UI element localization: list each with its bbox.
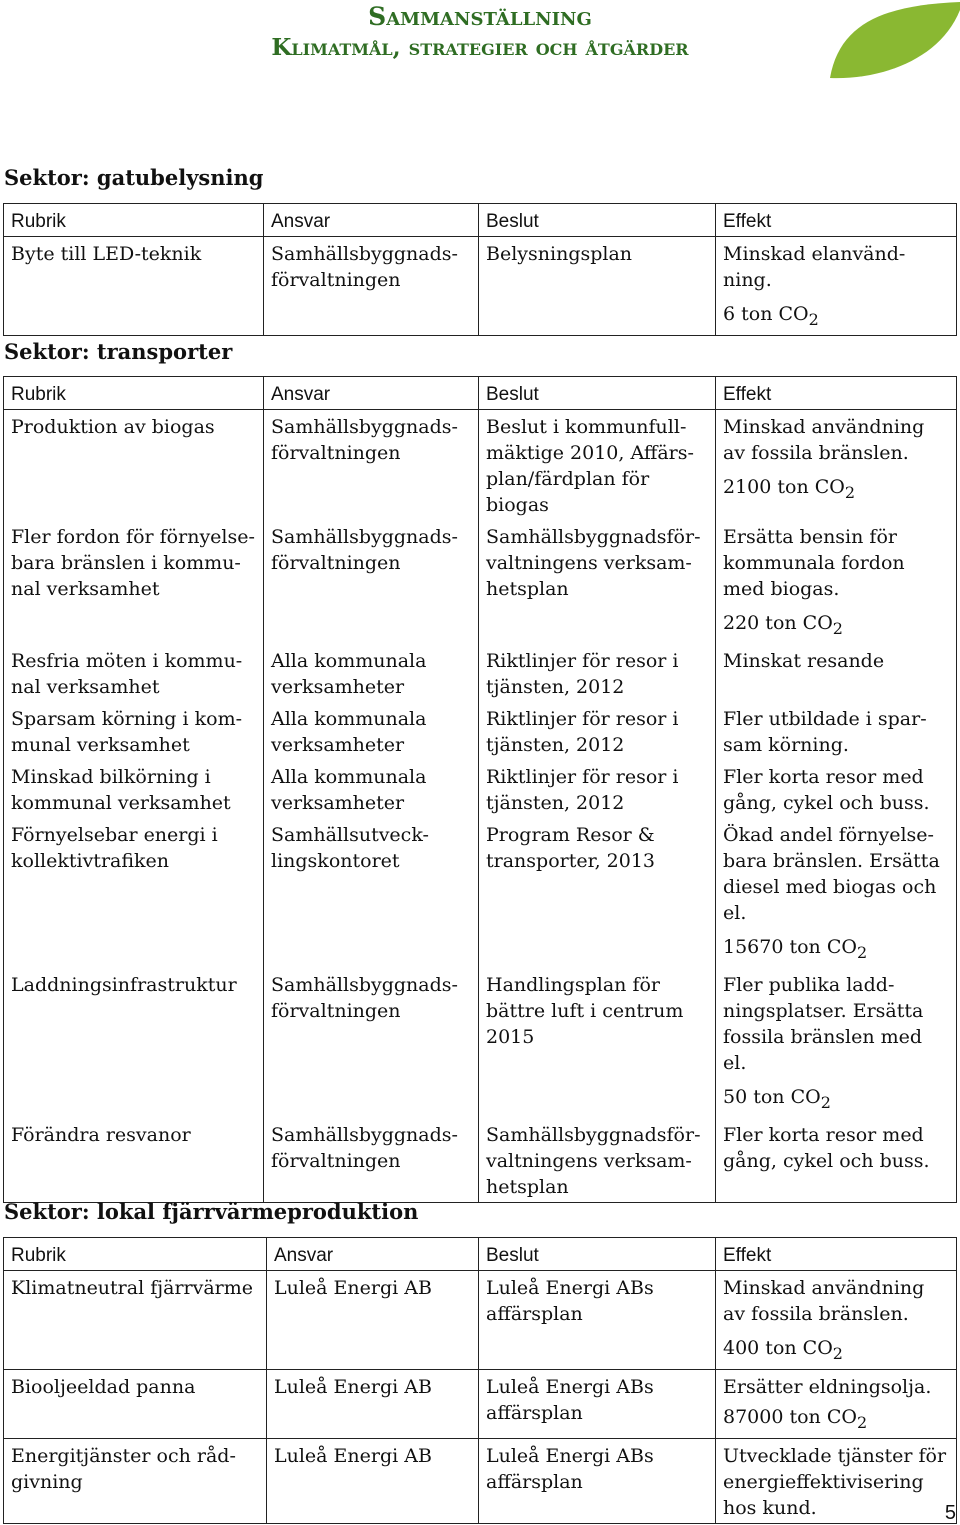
cell-ansvar: Samhällsbyggnads-förvaltningen — [264, 1118, 479, 1203]
table-header-row — [4, 1238, 957, 1271]
table-row — [4, 760, 957, 818]
table-row — [4, 1271, 957, 1370]
table-header-row — [4, 377, 957, 410]
cell-rubrik: Byte till LED-teknik — [4, 237, 264, 336]
cell-rubrik: Energitjänster och råd-givning — [4, 1439, 267, 1524]
cell-effekt — [716, 520, 957, 644]
cell-effekt — [716, 237, 957, 336]
table-row — [4, 1370, 957, 1439]
cell-ansvar: Alla kommunala verksamheter — [264, 702, 479, 760]
cell-ansvar: Luleå Energi AB — [267, 1439, 479, 1524]
table-row — [4, 410, 957, 521]
col-header-beslut: Beslut — [479, 204, 716, 237]
col-header-effekt: Effekt — [716, 204, 957, 237]
cell-rubrik: Sparsam körning i kom-munal verksamhet — [4, 702, 264, 760]
cell-rubrik: Förnyelsebar energi i kollektivtrafiken — [4, 818, 264, 968]
cell-rubrik: Förändra resvanor — [4, 1118, 264, 1203]
page-subtitle: Klimatmål, strategier och åtgärder — [271, 34, 689, 61]
cell-beslut: Luleå Energi ABs affärsplan — [479, 1370, 716, 1439]
cell-effekt — [716, 818, 957, 968]
cell-ansvar: Luleå Energi AB — [267, 1370, 479, 1439]
cell-ansvar: Samhällsbyggnads-förvaltningen — [264, 237, 479, 336]
cell-effekt — [716, 1370, 957, 1439]
cell-rubrik: Fler fordon för förnyelse-bara bränslen i kommu-nal verksamhet — [4, 520, 264, 644]
sector-title-fjarrvarme: Sektor: lokal fjärrvärmeproduktion — [4, 1199, 419, 1224]
col-header-ansvar: Ansvar — [267, 1238, 479, 1271]
cell-beslut: Riktlinjer för resor i tjänsten, 2012 — [479, 644, 716, 702]
page-header — [0, 0, 960, 64]
table-transporter — [3, 376, 957, 1203]
col-header-beslut: Beslut — [479, 1238, 716, 1271]
cell-effekt — [716, 410, 957, 521]
co2-reduction: 400 ton $CO_2$ — [723, 1337, 843, 1363]
table-row — [4, 968, 957, 1118]
page-title: Sammanställning — [368, 2, 592, 31]
co2-reduction: 220 ton $CO_2$ — [723, 612, 843, 638]
table-row — [4, 644, 957, 702]
cell-beslut: Riktlinjer för resor i tjänsten, 2012 — [479, 760, 716, 818]
cell-effekt — [716, 1271, 957, 1370]
cell-beslut: Belysningsplan — [479, 237, 716, 336]
cell-ansvar: Samhällsbyggnads-förvaltningen — [264, 968, 479, 1118]
table-gatubelysning — [3, 203, 957, 336]
table-fjarrvarme — [3, 1237, 957, 1524]
sector-title-transporter: Sektor: transporter — [4, 339, 233, 364]
cell-effekt: Fler korta resor med gång, cykel och buss. — [716, 760, 957, 818]
table-row — [4, 1439, 957, 1524]
col-header-effekt: Effekt — [716, 1238, 957, 1271]
cell-rubrik: Biooljeeldad panna — [4, 1370, 267, 1439]
effekt-text: Minskad elanvänd-ning. — [723, 243, 906, 291]
co2-reduction: 15670 ton $CO_2$ — [723, 936, 868, 962]
co2-reduction: 6 ton $CO_2$ — [723, 303, 819, 329]
col-header-effekt: Effekt — [716, 377, 957, 410]
cell-beslut: Samhällsbyggnadsför-valtningens verksam-hetsplan — [479, 1118, 716, 1203]
cell-beslut: Luleå Energi ABs affärsplan — [479, 1271, 716, 1370]
table-row — [4, 237, 957, 336]
cell-effekt: Fler korta resor med gång, cykel och buss. — [716, 1118, 957, 1203]
col-header-rubrik: Rubrik — [4, 1238, 267, 1271]
effekt-text: Ersätter eldningsolja. — [723, 1376, 932, 1398]
cell-ansvar: Samhällsutveck-lingskontoret — [264, 818, 479, 968]
effekt-text: Minskad användning av fossila bränslen. — [723, 416, 925, 464]
cell-rubrik: Resfria möten i kommu-nal verksamhet — [4, 644, 264, 702]
cell-ansvar: Luleå Energi AB — [267, 1271, 479, 1370]
effekt-text: Minskad användning av fossila bränslen. — [723, 1277, 925, 1325]
cell-beslut: Handlingsplan för bättre luft i centrum 2015 — [479, 968, 716, 1118]
cell-ansvar: Samhällsbyggnads-förvaltningen — [264, 410, 479, 521]
effekt-text: Ökad andel förnyelse-bara bränslen. Ersätta diesel med biogas och el. — [723, 824, 940, 924]
co2-reduction: 50 ton $CO_2$ — [723, 1086, 831, 1112]
page-number: 5 — [944, 1502, 956, 1524]
cell-beslut: Samhällsbyggnadsför-valtningens verksam-hetsplan — [479, 520, 716, 644]
cell-rubrik: Klimatneutral fjärrvärme — [4, 1271, 267, 1370]
cell-ansvar: Alla kommunala verksamheter — [264, 644, 479, 702]
cell-effekt — [716, 968, 957, 1118]
cell-rubrik: Laddningsinfrastruktur — [4, 968, 264, 1118]
cell-beslut: Luleå Energi ABs affärsplan — [479, 1439, 716, 1524]
col-header-beslut: Beslut — [479, 377, 716, 410]
effekt-text: Ersätta bensin för kommunala fordon med biogas. — [723, 526, 905, 600]
cell-rubrik: Minskad bilkörning i kommunal verksamhet — [4, 760, 264, 818]
col-header-ansvar: Ansvar — [264, 377, 479, 410]
cell-ansvar: Alla kommunala verksamheter — [264, 760, 479, 818]
table-row — [4, 818, 957, 968]
col-header-rubrik: Rubrik — [4, 204, 264, 237]
leaf-logo-icon — [820, 0, 960, 80]
co2-reduction: 2100 ton $CO_2$ — [723, 476, 856, 502]
col-header-rubrik: Rubrik — [4, 377, 264, 410]
table-header-row — [4, 204, 957, 237]
cell-rubrik: Produktion av biogas — [4, 410, 264, 521]
cell-effekt: Fler utbildade i spar-sam körning. — [716, 702, 957, 760]
cell-ansvar: Samhällsbyggnads-förvaltningen — [264, 520, 479, 644]
cell-effekt: Utvecklade tjänster för energieffektivisering hos kund. — [716, 1439, 957, 1524]
col-header-ansvar: Ansvar — [264, 204, 479, 237]
cell-effekt: Minskat resande — [716, 644, 957, 702]
co2-reduction: 87000 ton $CO_2$ — [723, 1406, 868, 1432]
table-row — [4, 1118, 957, 1203]
cell-beslut: Program Resor & transporter, 2013 — [479, 818, 716, 968]
cell-beslut: Riktlinjer för resor i tjänsten, 2012 — [479, 702, 716, 760]
table-row — [4, 702, 957, 760]
sector-title-gatubelysning: Sektor: gatubelysning — [4, 165, 264, 190]
table-row — [4, 520, 957, 644]
cell-beslut: Beslut i kommunfull-mäktige 2010, Affärs-plan/färdplan för biogas — [479, 410, 716, 521]
effekt-text: Fler publika ladd-ningsplatser. Ersätta fossila bränslen med el. — [723, 974, 924, 1074]
